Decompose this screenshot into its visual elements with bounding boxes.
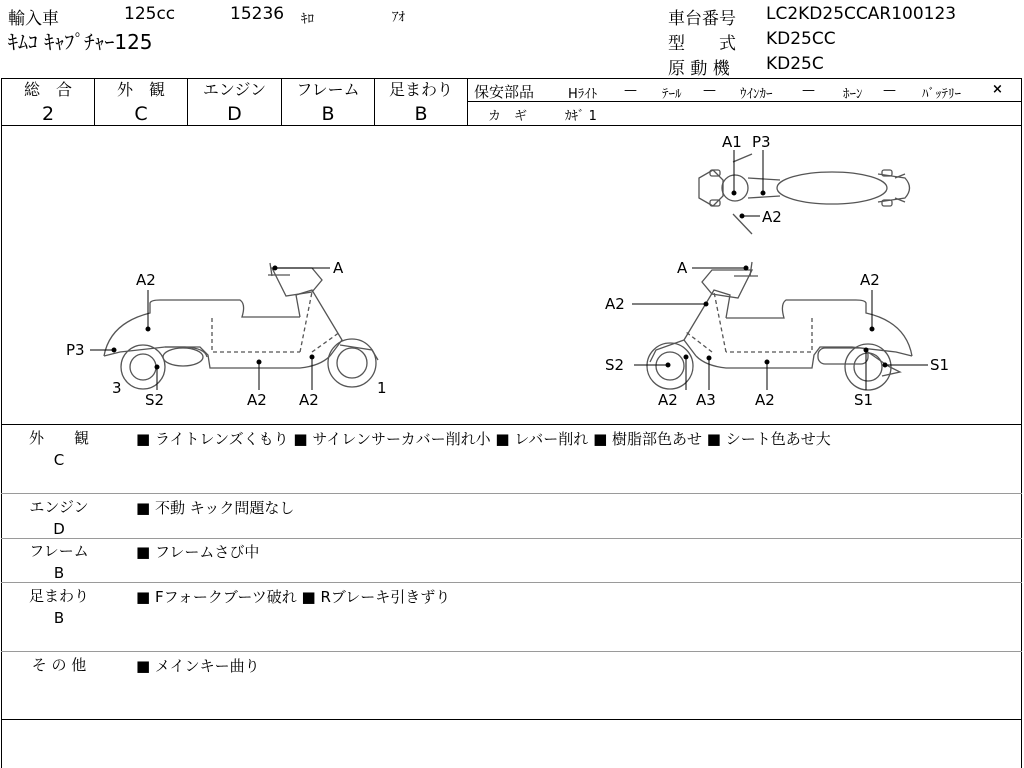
remark-frame-head — [6, 540, 112, 584]
model-code: KD25CC — [766, 29, 836, 49]
score-value: B — [321, 103, 335, 125]
scooter-top-view — [699, 154, 910, 234]
marker-label: A2 — [247, 391, 267, 409]
safety-item-battery: ﾊﾞｯﾃﾘｰ — [922, 87, 961, 102]
remark-frame-text: ■ フレームさび中 — [136, 543, 260, 561]
remark-label: エンジン — [29, 498, 89, 516]
remark-exterior-text: ■ ライトレンズくもり ■ サイレンサーカバー削れ小 ■ レバー削れ ■ 樹脂部色あせ ■ シート色あせ大 — [136, 430, 831, 448]
remark-grade: C — [53, 451, 65, 469]
score-label: 足まわり — [388, 80, 453, 99]
engine-code: KD25C — [766, 54, 824, 74]
score-value: D — [227, 103, 242, 125]
remark-other-text: ■ メインキー曲り — [136, 657, 260, 675]
remark-grade: B — [53, 564, 65, 582]
safety-item-headlight: Hﾗｲﾄ — [568, 87, 598, 102]
remark-grade: B — [53, 609, 65, 627]
marker-label: A2 — [755, 391, 775, 409]
safety-status: — — [703, 83, 716, 98]
marker-label: S2 — [145, 391, 165, 409]
remark-engine-text: ■ 不動 キック問題なし — [136, 499, 295, 517]
import-type: 輸入車 — [8, 9, 59, 29]
remark-engine-head — [6, 496, 112, 540]
score-value: 2 — [41, 103, 55, 125]
safety-status: × — [992, 82, 1003, 97]
safety-label: 保安部品 — [474, 83, 535, 101]
mileage-unit: ｷﾛ — [301, 12, 314, 27]
marker-label: A — [333, 259, 344, 277]
marker-label: P3 — [66, 341, 85, 359]
score-suspension — [375, 79, 467, 125]
remark-label: 足まわり — [28, 587, 89, 605]
marker-label: A2 — [299, 391, 319, 409]
marker-label: 1 — [377, 379, 387, 397]
marker-label: S1 — [854, 391, 874, 409]
score-exterior — [95, 79, 187, 125]
model-name: ｷﾑｺ ｷｬﾌﾟﾁｬｰ125 — [8, 30, 153, 54]
score-frame — [282, 79, 374, 125]
frame-number-label: 車台番号 — [668, 9, 736, 29]
score-engine — [188, 79, 281, 125]
marker-label: A1 — [722, 133, 742, 151]
marker-label: A2 — [136, 271, 156, 289]
score-label: 総 合 — [23, 80, 72, 99]
score-overall — [2, 79, 94, 125]
frame-number: LC2KD25CCAR100123 — [766, 4, 957, 24]
key-label: カ ギ — [488, 109, 528, 124]
remark-other-head — [6, 654, 112, 676]
remark-label: そ の 他 — [31, 656, 87, 674]
body-color: ｱｵ — [392, 10, 405, 25]
engine-code-label: 原 動 機 — [668, 59, 730, 79]
displacement: 125cc — [124, 4, 176, 24]
score-label: エンジン — [202, 80, 267, 99]
safety-status: — — [883, 83, 896, 98]
marker-label: A2 — [605, 295, 625, 313]
marker-label: A2 — [860, 271, 880, 289]
marker-label: S1 — [930, 356, 950, 374]
remark-suspension-head — [6, 585, 112, 629]
remark-exterior-head — [6, 427, 112, 471]
safety-item-winker: ｳｲﾝｶｰ — [740, 87, 773, 102]
damage-markers — [90, 150, 928, 390]
marker-label: A2 — [762, 208, 782, 226]
remark-label: フレーム — [29, 542, 89, 560]
marker-label: S2 — [605, 356, 625, 374]
remark-suspension-text: ■ Fフォークブーツ破れ ■ Rブレーキ引きずり — [136, 588, 451, 606]
marker-label: A3 — [696, 391, 716, 409]
mileage: 15236 — [230, 4, 285, 24]
safety-status: — — [624, 83, 637, 98]
score-value: B — [414, 103, 428, 125]
marker-label: 3 — [112, 379, 122, 397]
safety-item-horn: ﾎｰﾝ — [843, 87, 863, 102]
score-value: C — [134, 103, 148, 125]
safety-status: — — [802, 83, 815, 98]
marker-label: P3 — [752, 133, 771, 151]
safety-item-tail: ﾃｰﾙ — [662, 87, 682, 102]
marker-label: A2 — [658, 391, 678, 409]
remark-grade: D — [53, 520, 65, 538]
score-label: フレーム — [296, 80, 360, 99]
marker-label: A — [677, 259, 688, 277]
key-value: ｶｷﾞ 1 — [565, 109, 597, 124]
model-code-label: 型 式 — [668, 34, 736, 54]
remark-label: 外 観 — [28, 429, 89, 447]
score-label: 外 観 — [116, 80, 165, 99]
damage-diagram — [0, 126, 1024, 424]
